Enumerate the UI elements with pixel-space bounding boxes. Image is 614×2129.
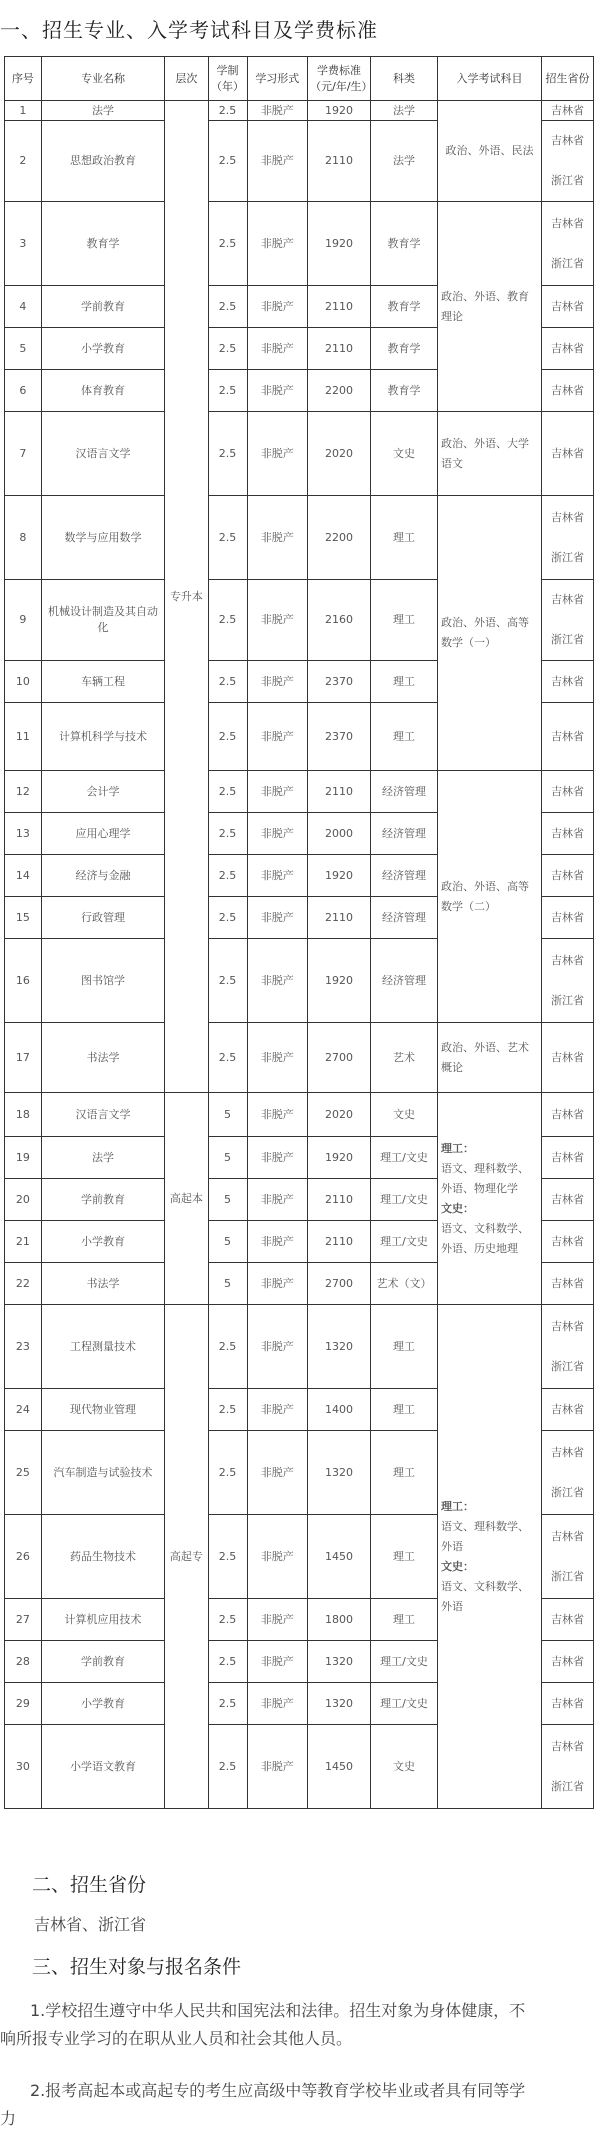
cell-years: 2.5 — [208, 1515, 247, 1599]
province-zhejiang: 浙江省 — [550, 1359, 584, 1373]
cell-form: 非脱产 — [247, 813, 308, 855]
cell-major: 教育学 — [41, 202, 164, 286]
cell-form: 非脱产 — [247, 897, 308, 939]
cell-major: 数学与应用数学 — [41, 496, 164, 580]
cell-form: 非脱产 — [247, 1263, 308, 1305]
cell-years: 2.5 — [208, 1641, 247, 1683]
cell-no: 15 — [5, 897, 42, 939]
province-jilin: 吉林省 — [550, 134, 584, 147]
cell-major: 工程测量技术 — [41, 1305, 164, 1389]
province-cell: 吉林省 — [541, 1599, 593, 1641]
cell-category: 理工/文史 — [370, 1137, 437, 1179]
province-jilin: 吉林省 — [550, 593, 584, 606]
province-cell — [541, 202, 593, 286]
cell-form: 非脱产 — [247, 1137, 308, 1179]
province-jilin: 吉林省 — [550, 1445, 584, 1459]
cell-fee: 2110 — [308, 328, 371, 370]
cell-category: 经济管理 — [370, 855, 437, 897]
province-cell: 吉林省 — [541, 328, 593, 370]
level-cell: 专升本 — [165, 101, 208, 1093]
cell-category: 理工 — [370, 1515, 437, 1599]
province-jilin: 吉林省 — [550, 1319, 584, 1333]
cell-form: 非脱产 — [247, 580, 308, 661]
cell-years: 5 — [208, 1263, 247, 1305]
header-level: 层次 — [165, 57, 208, 101]
table-row — [5, 1093, 594, 1137]
cell-no: 26 — [5, 1515, 42, 1599]
level-cell: 高起本 — [165, 1093, 208, 1305]
cell-category: 理工/文史 — [370, 1683, 437, 1725]
cell-years: 2.5 — [208, 1725, 247, 1809]
province-zhejiang: 浙江省 — [550, 1779, 584, 1793]
cell-fee: 2110 — [308, 771, 371, 813]
cell-major: 小学教育 — [41, 1221, 164, 1263]
subjects-arts-text: 语文、文科数学、外语 — [441, 1579, 530, 1613]
cell-years: 2.5 — [208, 813, 247, 855]
cell-category: 文史 — [370, 1093, 437, 1137]
province-cell: 吉林省 — [541, 897, 593, 939]
cell-no: 19 — [5, 1137, 42, 1179]
subjects-arts-label: 文史： — [441, 1201, 475, 1215]
paragraph-2-line-2: 力 — [0, 2109, 17, 2128]
header-fee: 学费标准（元/年/生） — [308, 57, 371, 101]
province-cell: 吉林省 — [541, 855, 593, 897]
province-cell: 吉林省 — [541, 1023, 593, 1093]
cell-no: 21 — [5, 1221, 42, 1263]
cell-major: 小学教育 — [41, 1683, 164, 1725]
province-jilin: 吉林省 — [550, 953, 584, 967]
cell-years: 2.5 — [208, 121, 247, 202]
cell-years: 2.5 — [208, 703, 247, 771]
cell-no: 23 — [5, 1305, 42, 1389]
cell-years: 2.5 — [208, 202, 247, 286]
table-row — [5, 412, 594, 496]
cell-fee: 1920 — [308, 939, 371, 1023]
cell-category: 理工 — [370, 1305, 437, 1389]
cell-no: 8 — [5, 496, 42, 580]
paragraph-2-line-1: 2.报考高起本或高起专的考生应高级中等教育学校毕业或者具有同等学 — [30, 2081, 526, 2100]
cell-fee: 2110 — [308, 121, 371, 202]
cell-category: 教育学 — [370, 370, 437, 412]
cell-no: 18 — [5, 1093, 42, 1137]
cell-major: 汉语言文学 — [41, 412, 164, 496]
cell-fee: 1320 — [308, 1641, 371, 1683]
cell-major: 计算机科学与技术 — [41, 703, 164, 771]
table-row — [5, 771, 594, 813]
cell-category: 理工 — [370, 580, 437, 661]
cell-fee: 2110 — [308, 286, 371, 328]
cell-form: 非脱产 — [247, 855, 308, 897]
cell-fee: 2020 — [308, 412, 371, 496]
cell-years: 2.5 — [208, 580, 247, 661]
subjects-text: 政治、外语、高等数学（二） — [441, 879, 530, 913]
cell-category: 经济管理 — [370, 771, 437, 813]
cell-major: 学前教育 — [41, 286, 164, 328]
cell-category: 教育学 — [370, 202, 437, 286]
cell-major: 法学 — [41, 1137, 164, 1179]
cell-major: 书法学 — [41, 1263, 164, 1305]
cell-years: 2.5 — [208, 1431, 247, 1515]
cell-no: 29 — [5, 1683, 42, 1725]
province-cell — [541, 496, 593, 580]
cell-fee: 1400 — [308, 1389, 371, 1431]
province-zhejiang: 浙江省 — [550, 1569, 584, 1583]
section-3-title: 三、招生对象与报名条件 — [32, 1956, 242, 1978]
cell-major: 现代物业管理 — [41, 1389, 164, 1431]
province-cell: 吉林省 — [541, 1179, 593, 1221]
subjects-text: 政治、外语、教育理论 — [441, 289, 530, 323]
province-cell: 吉林省 — [541, 286, 593, 328]
cell-category: 教育学 — [370, 286, 437, 328]
cell-fee: 2200 — [308, 370, 371, 412]
table-row — [5, 1305, 594, 1389]
cell-form: 非脱产 — [247, 286, 308, 328]
header-years: 学制（年） — [208, 57, 247, 101]
header-category: 科类 — [370, 57, 437, 101]
cell-major: 思想政治教育 — [41, 121, 164, 202]
province-zhejiang: 浙江省 — [550, 993, 584, 1007]
cell-category: 经济管理 — [370, 897, 437, 939]
cell-fee: 1920 — [308, 101, 371, 121]
cell-form: 非脱产 — [247, 1431, 308, 1515]
cell-major: 药品生物技术 — [41, 1515, 164, 1599]
cell-form: 非脱产 — [247, 1683, 308, 1725]
cell-major: 行政管理 — [41, 897, 164, 939]
province-cell: 吉林省 — [541, 813, 593, 855]
subjects-science-label: 理工： — [441, 1141, 475, 1155]
province-zhejiang: 浙江省 — [550, 1485, 584, 1499]
cell-no: 28 — [5, 1641, 42, 1683]
cell-form: 非脱产 — [247, 703, 308, 771]
subjects-science-text: 语文、理科数学、外语、物理化学 — [441, 1161, 530, 1195]
majors-table — [4, 56, 594, 1809]
cell-no: 14 — [5, 855, 42, 897]
cell-fee: 2160 — [308, 580, 371, 661]
cell-years: 2.5 — [208, 496, 247, 580]
cell-form: 非脱产 — [247, 121, 308, 202]
province-cell — [541, 1515, 593, 1599]
province-cell: 吉林省 — [541, 1221, 593, 1263]
section-1-title: 一、招生专业、入学考试科目及学费标准 — [0, 18, 378, 42]
province-zhejiang: 浙江省 — [550, 174, 584, 187]
subjects-text: 政治、外语、大学语文 — [441, 436, 530, 470]
table-row — [5, 202, 594, 286]
cell-years: 2.5 — [208, 897, 247, 939]
province-cell: 吉林省 — [541, 771, 593, 813]
cell-major: 经济与金融 — [41, 855, 164, 897]
province-cell: 吉林省 — [541, 661, 593, 703]
cell-category: 理工 — [370, 1599, 437, 1641]
cell-no: 3 — [5, 202, 42, 286]
cell-category: 文史 — [370, 412, 437, 496]
cell-years: 2.5 — [208, 286, 247, 328]
cell-form: 非脱产 — [247, 1023, 308, 1093]
cell-major: 学前教育 — [41, 1641, 164, 1683]
subjects-science-text: 语文、理科数学、外语 — [441, 1519, 530, 1553]
cell-years: 5 — [208, 1137, 247, 1179]
province-zhejiang: 浙江省 — [550, 550, 584, 564]
cell-form: 非脱产 — [247, 661, 308, 703]
cell-form: 非脱产 — [247, 939, 308, 1023]
subjects-cell — [438, 412, 542, 496]
cell-years: 2.5 — [208, 661, 247, 703]
cell-major: 书法学 — [41, 1023, 164, 1093]
cell-no: 2 — [5, 121, 42, 202]
cell-years: 2.5 — [208, 1389, 247, 1431]
cell-no: 22 — [5, 1263, 42, 1305]
cell-years: 2.5 — [208, 1023, 247, 1093]
cell-years: 5 — [208, 1179, 247, 1221]
province-cell: 吉林省 — [541, 370, 593, 412]
subjects-cell — [438, 771, 542, 1023]
subjects-text: 政治、外语、民法 — [445, 144, 534, 157]
table-row — [5, 1023, 594, 1093]
section-2-title: 二、招生省份 — [32, 1874, 147, 1896]
cell-category: 艺术 — [370, 1023, 437, 1093]
cell-major: 计算机应用技术 — [41, 1599, 164, 1641]
cell-years: 2.5 — [208, 412, 247, 496]
cell-category: 理工/文史 — [370, 1221, 437, 1263]
cell-form: 非脱产 — [247, 101, 308, 121]
cell-category: 理工 — [370, 661, 437, 703]
cell-fee: 1450 — [308, 1725, 371, 1809]
cell-form: 非脱产 — [247, 412, 308, 496]
cell-category: 理工 — [370, 1389, 437, 1431]
header-major: 专业名称 — [41, 57, 164, 101]
subjects-cell — [438, 1305, 542, 1809]
cell-no: 9 — [5, 580, 42, 661]
paragraph-1-line-2: 响所报专业学习的在职从业人员和社会其他人员。 — [0, 2029, 353, 2048]
cell-form: 非脱产 — [247, 1389, 308, 1431]
cell-category: 法学 — [370, 101, 437, 121]
cell-fee: 1320 — [308, 1683, 371, 1725]
header-no: 序号 — [5, 57, 42, 101]
cell-major: 汽车制造与试验技术 — [41, 1431, 164, 1515]
cell-years: 2.5 — [208, 1599, 247, 1641]
subjects-cell — [438, 202, 542, 412]
province-jilin: 吉林省 — [550, 216, 584, 230]
province-jilin: 吉林省 — [550, 510, 584, 524]
cell-category: 经济管理 — [370, 939, 437, 1023]
cell-no: 4 — [5, 286, 42, 328]
header-subjects: 入学考试科目 — [438, 57, 542, 101]
cell-years: 2.5 — [208, 855, 247, 897]
subjects-arts-text: 语文、文科数学、外语、历史地理 — [441, 1221, 530, 1255]
subjects-cell — [438, 1093, 542, 1305]
cell-major: 应用心理学 — [41, 813, 164, 855]
cell-no: 11 — [5, 703, 42, 771]
cell-major: 小学教育 — [41, 328, 164, 370]
province-cell: 吉林省 — [541, 1641, 593, 1683]
cell-fee: 1920 — [308, 1137, 371, 1179]
cell-major: 体育教育 — [41, 370, 164, 412]
cell-form: 非脱产 — [247, 1725, 308, 1809]
province-cell: 吉林省 — [541, 1093, 593, 1137]
cell-no: 1 — [5, 101, 42, 121]
cell-fee: 2370 — [308, 661, 371, 703]
province-cell — [541, 1725, 593, 1809]
province-cell: 吉林省 — [541, 703, 593, 771]
province-cell: 吉林省 — [541, 412, 593, 496]
cell-years: 2.5 — [208, 370, 247, 412]
province-cell — [541, 121, 593, 202]
cell-no: 13 — [5, 813, 42, 855]
cell-major: 小学语文教育 — [41, 1725, 164, 1809]
cell-fee: 1920 — [308, 202, 371, 286]
cell-major: 法学 — [41, 101, 164, 121]
cell-fee: 1920 — [308, 855, 371, 897]
province-jilin: 吉林省 — [550, 1529, 584, 1543]
header-province: 招生省份 — [541, 57, 593, 101]
table-row — [5, 101, 594, 121]
cell-major: 学前教育 — [41, 1179, 164, 1221]
cell-no: 5 — [5, 328, 42, 370]
cell-fee: 1320 — [308, 1431, 371, 1515]
cell-major: 汉语言文学 — [41, 1093, 164, 1137]
cell-no: 17 — [5, 1023, 42, 1093]
cell-no: 20 — [5, 1179, 42, 1221]
cell-fee: 1450 — [308, 1515, 371, 1599]
cell-fee: 2110 — [308, 1221, 371, 1263]
subjects-cell — [438, 1023, 542, 1093]
cell-form: 非脱产 — [247, 1305, 308, 1389]
cell-no: 12 — [5, 771, 42, 813]
cell-years: 2.5 — [208, 1683, 247, 1725]
cell-category: 理工 — [370, 703, 437, 771]
cell-fee: 2200 — [308, 496, 371, 580]
cell-major: 会计学 — [41, 771, 164, 813]
header-form: 学习形式 — [247, 57, 308, 101]
cell-major: 图书馆学 — [41, 939, 164, 1023]
cell-form: 非脱产 — [247, 202, 308, 286]
cell-years: 2.5 — [208, 328, 247, 370]
cell-no: 10 — [5, 661, 42, 703]
cell-category: 理工/文史 — [370, 1641, 437, 1683]
cell-form: 非脱产 — [247, 1179, 308, 1221]
province-cell — [541, 580, 593, 661]
cell-major: 车辆工程 — [41, 661, 164, 703]
level-cell: 高起专 — [165, 1305, 208, 1809]
cell-no: 24 — [5, 1389, 42, 1431]
cell-no: 30 — [5, 1725, 42, 1809]
cell-form: 非脱产 — [247, 1221, 308, 1263]
cell-fee: 2000 — [308, 813, 371, 855]
province-zhejiang: 浙江省 — [550, 256, 584, 270]
province-zhejiang: 浙江省 — [550, 633, 584, 646]
province-cell: 吉林省 — [541, 1683, 593, 1725]
cell-form: 非脱产 — [247, 328, 308, 370]
cell-form: 非脱产 — [247, 1093, 308, 1137]
cell-category: 法学 — [370, 121, 437, 202]
cell-form: 非脱产 — [247, 771, 308, 813]
cell-fee: 2370 — [308, 703, 371, 771]
cell-major: 机械设计制造及其自动化 — [41, 580, 164, 661]
province-jilin: 吉林省 — [550, 1739, 584, 1753]
cell-fee: 2700 — [308, 1263, 371, 1305]
province-cell — [541, 939, 593, 1023]
cell-years: 5 — [208, 1221, 247, 1263]
cell-years: 2.5 — [208, 771, 247, 813]
province-cell — [541, 1431, 593, 1515]
cell-form: 非脱产 — [247, 370, 308, 412]
cell-fee: 2700 — [308, 1023, 371, 1093]
cell-form: 非脱产 — [247, 496, 308, 580]
cell-category: 理工 — [370, 496, 437, 580]
cell-form: 非脱产 — [247, 1515, 308, 1599]
cell-category: 教育学 — [370, 328, 437, 370]
subjects-cell — [438, 496, 542, 771]
section-2-text: 吉林省、浙江省 — [34, 1915, 147, 1934]
cell-years: 2.5 — [208, 939, 247, 1023]
subjects-text: 政治、外语、艺术概论 — [441, 1040, 530, 1074]
cell-fee: 1320 — [308, 1305, 371, 1389]
cell-form: 非脱产 — [247, 1641, 308, 1683]
province-cell: 吉林省 — [541, 101, 593, 121]
cell-years: 5 — [208, 1093, 247, 1137]
cell-category: 理工/文史 — [370, 1179, 437, 1221]
cell-form: 非脱产 — [247, 1599, 308, 1641]
cell-category: 文史 — [370, 1725, 437, 1809]
subjects-text: 政治、外语、高等数学（一） — [441, 616, 530, 649]
cell-no: 16 — [5, 939, 42, 1023]
paragraph-1-line-1: 1.学校招生遵守中华人民共和国宪法和法律。招生对象为身体健康，不 — [30, 2001, 526, 2020]
province-cell — [541, 1305, 593, 1389]
subjects-cell — [438, 101, 542, 202]
cell-category: 艺术（文） — [370, 1263, 437, 1305]
cell-fee: 2110 — [308, 1179, 371, 1221]
subjects-arts-label: 文史： — [441, 1559, 475, 1573]
cell-years: 2.5 — [208, 1305, 247, 1389]
cell-no: 25 — [5, 1431, 42, 1515]
province-cell: 吉林省 — [541, 1137, 593, 1179]
cell-fee: 1800 — [308, 1599, 371, 1641]
cell-fee: 2020 — [308, 1093, 371, 1137]
province-cell: 吉林省 — [541, 1263, 593, 1305]
table-row — [5, 496, 594, 580]
cell-no: 6 — [5, 370, 42, 412]
cell-category: 理工 — [370, 1431, 437, 1515]
subjects-science-label: 理工： — [441, 1499, 475, 1513]
province-cell: 吉林省 — [541, 1389, 593, 1431]
cell-no: 27 — [5, 1599, 42, 1641]
cell-no: 7 — [5, 412, 42, 496]
cell-fee: 2110 — [308, 897, 371, 939]
cell-category: 经济管理 — [370, 813, 437, 855]
cell-years: 2.5 — [208, 101, 247, 121]
